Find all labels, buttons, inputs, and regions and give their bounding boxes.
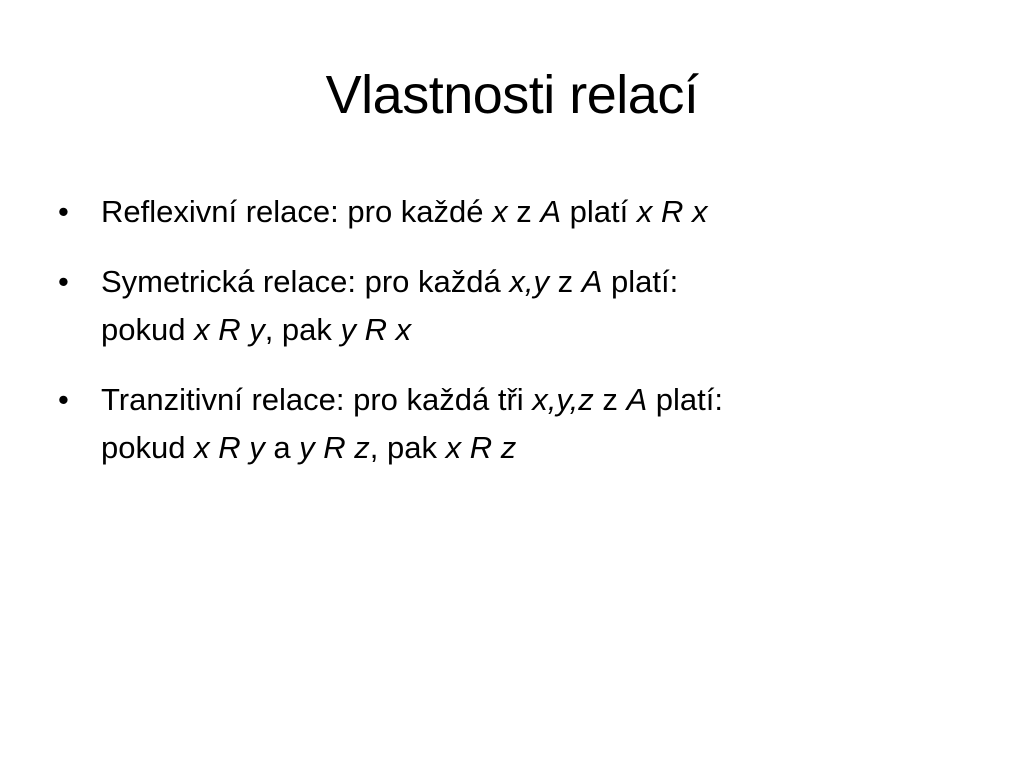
bullet-item <box>56 258 956 354</box>
bullet-text: , pak <box>264 312 341 347</box>
math-symbol-text: y R z <box>299 430 370 465</box>
bullet-text: a <box>264 430 300 465</box>
bullet-text: platí: <box>602 264 679 299</box>
math-symbol-text: x R x <box>636 194 708 229</box>
slide-title: Vlastnosti relací <box>325 65 699 125</box>
math-symbol-text: A <box>581 264 603 299</box>
bullet-text: Symetrická relace: pro každá <box>101 264 510 299</box>
bullet-text: Reflexivní relace: pro každé <box>101 194 493 229</box>
math-symbol-text: x,y,z <box>532 382 594 417</box>
bullet-line <box>101 306 956 354</box>
math-symbol-text: A <box>626 382 648 417</box>
math-symbol-text: x <box>492 194 508 229</box>
math-symbol-text: A <box>540 194 562 229</box>
bullet-marker: • <box>58 194 69 229</box>
bullet-text: z <box>507 194 541 229</box>
math-symbol-text: y R x <box>340 312 412 347</box>
bullet-line <box>101 424 956 472</box>
bullet-item <box>56 188 956 236</box>
bullet-text: , pak <box>369 430 446 465</box>
bullet-text: z <box>593 382 627 417</box>
bullet-marker: • <box>58 382 69 417</box>
bullet-line <box>101 376 956 424</box>
bullet-text: pokud <box>101 312 195 347</box>
math-symbol-text: x,y <box>509 264 549 299</box>
bullet-text: platí <box>561 194 637 229</box>
bullet-item <box>56 376 956 472</box>
bullet-text: Tranzitivní relace: pro každá tři <box>101 382 533 417</box>
bullet-line <box>101 258 956 306</box>
bullet-text: platí: <box>647 382 723 417</box>
math-symbol-text: x R y <box>194 430 265 465</box>
bullet-marker: • <box>58 264 69 299</box>
math-symbol-text: x R y <box>194 312 265 347</box>
bullet-list <box>56 188 956 494</box>
bullet-line <box>101 188 956 236</box>
math-symbol-text: x R z <box>445 430 517 465</box>
bullet-text: z <box>548 264 582 299</box>
bullet-text: pokud <box>101 430 195 465</box>
